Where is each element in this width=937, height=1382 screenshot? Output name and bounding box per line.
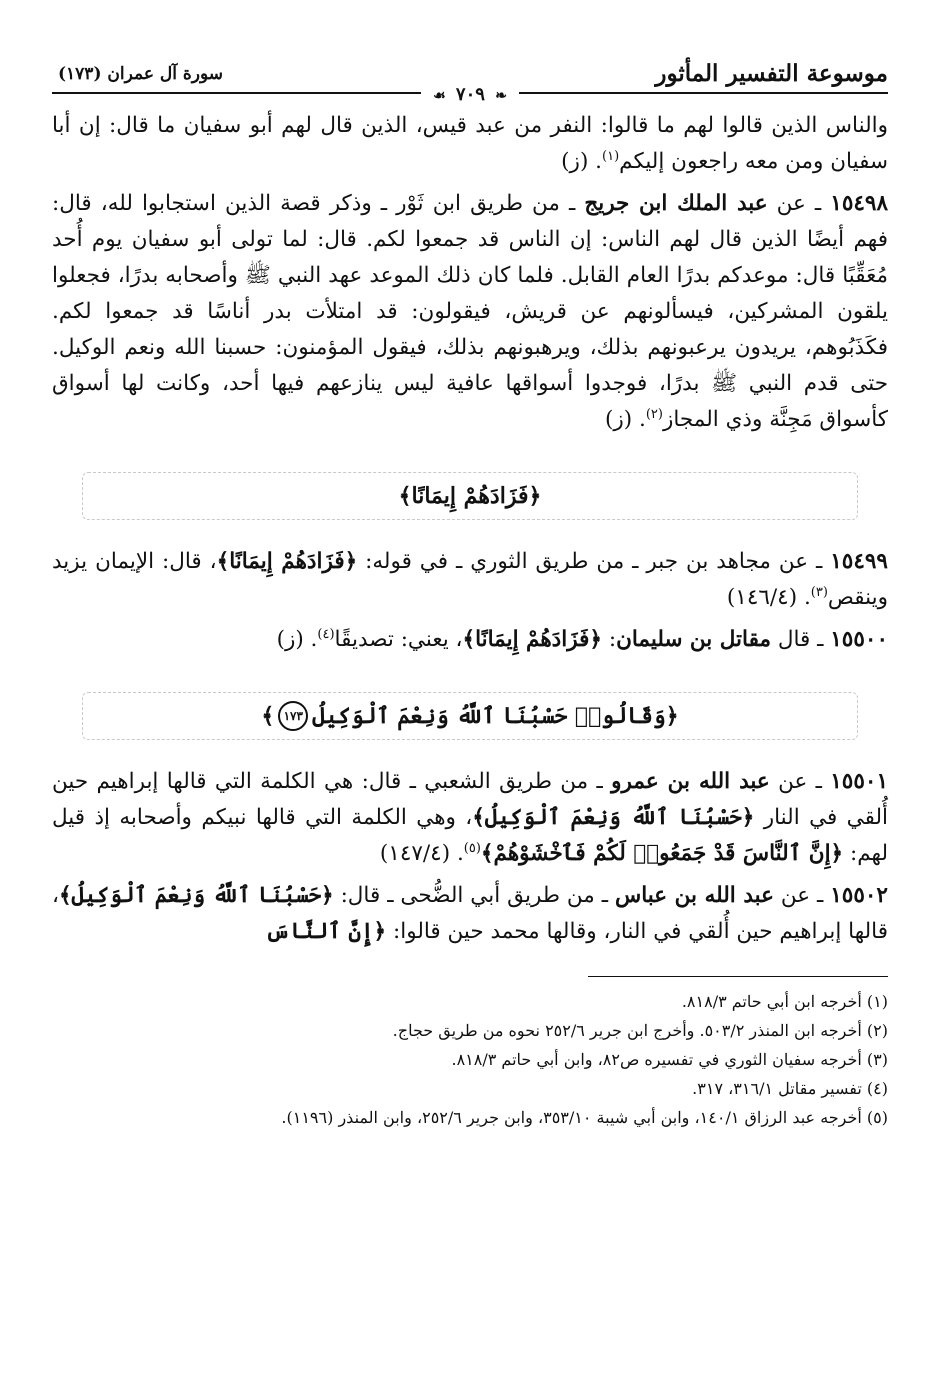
narration-number: ١٥٤٩٨ [830, 191, 889, 216]
footnote-ref[interactable]: (١) [602, 148, 620, 164]
ayah-number-icon: ١٧٣ [278, 701, 308, 731]
footnote-5: (٥) أخرجه عبد الرزاق ١٤٠/١، وابن أبي شيبة ٣٥٣/١٠، وابن جرير ٢٥٢/٦، وابن المنذر (١١٩٦). [281, 1108, 888, 1127]
footnotes [52, 987, 888, 1132]
narration-15498: ١٥٤٩٨ ـ عن عبد الملك ابن جريج ـ من طريق ابن ثَوْر ـ وذكر قصة الذين استجابوا لله، قال: فهم أيضًا الذين قال لهم الناس: إن الناس قد جمعوا لكم. قال: لما تولى أبو سفيان يوم أُحد مُعَقِّبًا قال: موعدكم بدرًا العام القابل. فلما كان ذلك الموعد عهد النبي ﷺ وأصحابه بدرًا، فجعلوا يلقون المشركين، فيسألونهم عن قريش، فيقولون: قد امتلأت بدر أناسًا قد جمعوا لكم. فكَذَبُوهم، يريدون يرعبونهم بذلك، ويرهبونهم بذلك، فيقول المؤمنون: حسبنا الله ونعم الوكيل. حتى قدم النبي ﷺ بدرًا، فوجدوا أسواقها عافية ليس ينازعهم فيها أحد، وكانت لها أسواق كأسواق مَجِنَّة وذي المجاز$^{(٢)}$. (ز) [52, 191, 889, 432]
verse-heading [82, 472, 858, 520]
book-page [52, 58, 888, 1348]
footnote-divider [588, 976, 888, 977]
quran-quote: ﴿حَسْبُنَا ٱللَّهُ وَنِعْمَ ٱلْوَكِيلُ﴾ [58, 883, 334, 908]
footnote-4: (٤) تفسير مقاتل ٣١٦/١، ٣١٧. [692, 1079, 888, 1098]
narrator-name: عبد الله بن عمرو [611, 769, 770, 794]
footnote-3: (٣) أخرجه سفيان الثوري في تفسيره ص٨٢، وابن أبي حاتم ٨١٨/٣. [451, 1050, 888, 1069]
intro-paragraph: والناس الذين قالوا لهم ما قالوا: النفر من عبد قيس، الذين قال لهم أبو سفيان ما قال: إن أبا سفيان ومن معه راجعون إليكم$^{(١)}$. (ز) [52, 113, 888, 174]
page-number-box [421, 84, 519, 105]
quran-quote: ﴿حَسْبُنَا ٱللَّهُ وَنِعْمَ ٱلْوَكِيلُ﴾ [472, 805, 755, 830]
quran-quote: ﴿فَزَادَهُمْ إِيمَانًا﴾ [462, 627, 602, 652]
quran-quote: ﴿إِنَّ ٱلنَّاسَ قَدْ جَمَعُوا۟ لَكُمْ فَٱخْشَوْهُمْ﴾ [480, 841, 844, 866]
narration-15502: ١٥٥٠٢ ـ عن عبد الله بن عباس ـ من طريق أبي الضُّحى ـ قال: ﴿حَسْبُنَا ٱللَّهُ وَنِعْمَ ٱلْوَكِيلُ﴾، قالها إبراهيم حين أُلقي في النار، وقالها محمد حين قالوا: ﴿إِنَّ ٱلنَّاسَ [52, 883, 888, 944]
footnote-2: (٢) أخرجه ابن المنذر ٥٠٣/٢. وأخرج ابن جرير ٢٥٢/٦ نحوه من طريق حجاج. [392, 1021, 888, 1040]
ornament-icon: ❧ [495, 88, 507, 104]
verse-text: ﴿فَزَادَهُمْ إِيمَانًا﴾ [398, 483, 542, 509]
footnote-ref[interactable]: (٣) [810, 584, 828, 600]
narration-15500: ١٥٥٠٠ ـ قال مقاتل بن سليمان: ﴿فَزَادَهُمْ إِيمَانًا﴾، يعني: تصديقًا$^{(٤)}$. (ز) [276, 626, 888, 652]
narration-number: ١٥٤٩٩ [830, 549, 888, 574]
narration-number: ١٥٥٠٢ [830, 883, 888, 908]
narration-15501: ١٥٥٠١ ـ عن عبد الله بن عمرو ـ من طريق الشعبي ـ قال: هي الكلمة التي قالها إبراهيم حين أُلقي في النار ﴿حَسْبُنَا ٱللَّهُ وَنِعْمَ ٱلْوَكِيلُ﴾، وهي الكلمة التي قالها نبيكم وأصحابه إذ قيل لهم: ﴿إِنَّ ٱلنَّاسَ قَدْ جَمَعُوا۟ لَكُمْ فَٱخْشَوْهُمْ﴾$^{(٥)}$. (١٤٧/٤) [52, 769, 888, 866]
footnote-1: (١) أخرجه ابن أبي حاتم ٨١٨/٣. [681, 992, 888, 1011]
narrator-name: مقاتل بن سليمان [616, 627, 771, 652]
book-title: موسوعة التفسير المأثور [655, 60, 888, 87]
verse-text: ﴿وَقَالُوا۟ حَسْبُنَا ٱللَّهُ وَنِعْمَ ٱلْوَكِيلُ [312, 703, 679, 729]
quran-quote: ﴿فَزَادَهُمْ إِيمَانًا﴾ [216, 549, 358, 574]
narrator-name: عبد الملك ابن جريج [584, 191, 768, 216]
verse-heading: ﴿وَقَالُوا۟ حَسْبُنَا ٱللَّهُ وَنِعْمَ ٱلْوَكِيلُ ١٧٣ ﴾ [82, 692, 858, 740]
page-number: ٧٠٩ [455, 84, 485, 105]
quran-quote: ﴿إِنَّ ٱلنَّاسَ [265, 919, 387, 944]
surah-label: سورة آل عمران (١٧٣) [58, 64, 224, 84]
footnote-ref[interactable]: (٥) [463, 840, 481, 856]
narration-number: ١٥٥٠٠ [830, 627, 888, 652]
narration-number: ١٥٥٠١ [830, 769, 888, 794]
narrator-name: عبد الله بن عباس [614, 883, 774, 908]
page-header [52, 58, 888, 105]
narration-15499: ١٥٤٩٩ ـ عن مجاهد بن جبر ـ من طريق الثوري ـ في قوله: ﴿فَزَادَهُمْ إِيمَانًا﴾، قال: الإيمان يزيد وينقص$^{(٣)}$. (١٤٦/٤) [52, 549, 888, 610]
footnote-ref[interactable]: (٤) [317, 626, 335, 642]
main-text [52, 108, 888, 950]
ornament-icon: ☙ [433, 88, 446, 104]
footnote-ref[interactable]: (٢) [645, 406, 663, 422]
